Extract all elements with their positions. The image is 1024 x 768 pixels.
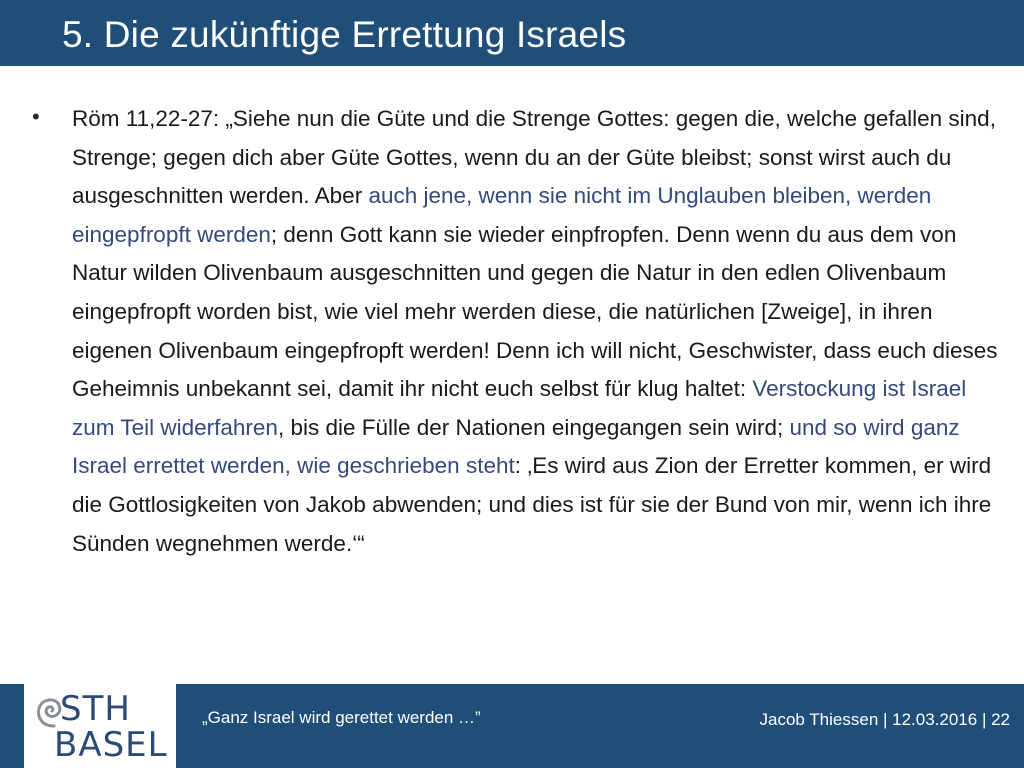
body-segment: Röm 11,22-27: „Siehe nun die Güte und die Strenge Gottes: gegen die, welche gefallen sind, Strenge; gegen dich aber Güte Gottes, wenn du an der Güte bleibst; sonst wirst auch du ausgeschnitten werden. Aber xyxy=(72,106,996,209)
body-segment-highlight: Verstockung ist Israel zum Teil widerfahren xyxy=(72,376,967,440)
logo-text-basel: BASEL xyxy=(54,725,168,765)
body-segment-highlight: und so wird ganz Israel errettet werden, wie geschrieben steht xyxy=(72,414,960,479)
sth-basel-logo xyxy=(24,684,176,768)
bullet-marker: • xyxy=(32,104,40,129)
logo-text-sth: STH xyxy=(60,689,131,729)
footer-author-date-page: Jacob Thiessen | 12.03.2016 | 22 xyxy=(759,710,1010,729)
body-segment: , bis die Fülle der Nationen eingegangen sein wird; xyxy=(277,414,790,440)
slide-body-text xyxy=(72,100,1002,563)
slide-title: 5. Die zukünftige Errettung Israels xyxy=(62,14,627,55)
footer-bar xyxy=(0,684,1024,768)
body-segment: : ‚Es wird aus Zion der Erretter kommen, er wird die Gottlosigkeiten von Jakob abwenden; und dies ist für sie der Bund von mir, wenn ich ihre Sünden wegnehmen werde.‘“ xyxy=(72,453,992,556)
footer-presentation-title: „Ganz Israel wird gerettet werden …” xyxy=(202,708,481,727)
title-bar xyxy=(0,0,1024,66)
body-segment-highlight: auch jene, wenn sie nicht im Unglauben bleiben, werden eingepfropft werden xyxy=(72,183,932,247)
body-segment: ; denn Gott kann sie wieder einpfropfen. Denn wenn du aus dem von Natur wilden Olivenbaum ausgeschnitten und gegen die Natur in den edlen Olivenbaum eingepfropft worden bist, wie viel mehr werden diese, die natürlichen [Zweige], in ihren eigenen Olivenbaum eingepfropft werden! Denn ich will nicht, Geschwister, dass euch dieses Geheimnis unbekannt sei, damit ihr nicht euch selbst für klug haltet: xyxy=(72,221,998,402)
